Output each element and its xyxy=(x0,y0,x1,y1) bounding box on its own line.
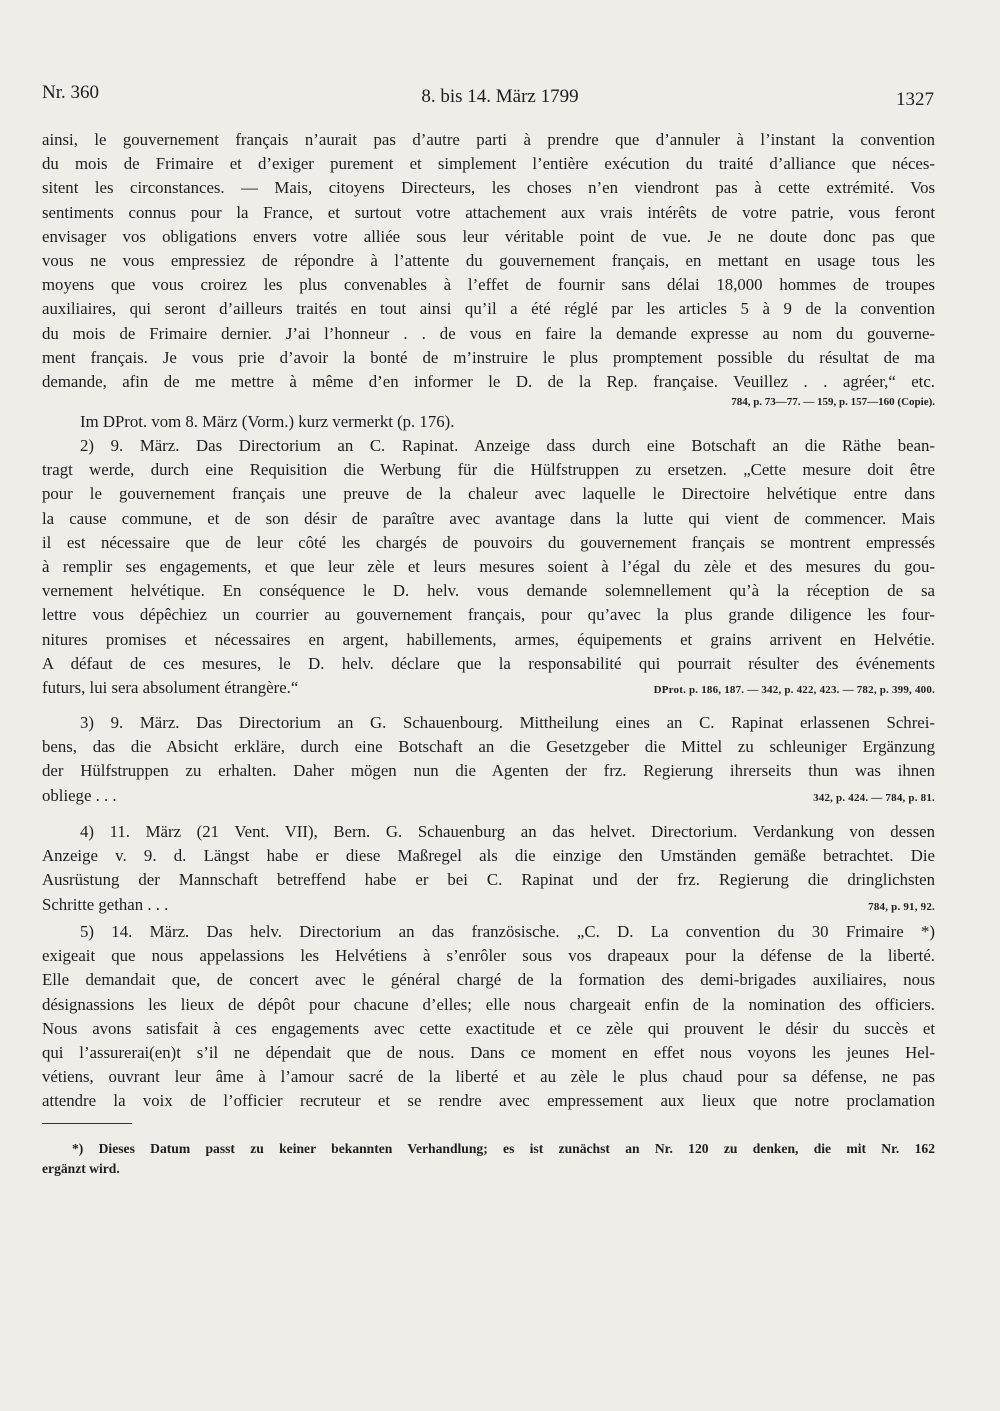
last-line-text: futurs, lui sera absolument étrangère.“ xyxy=(42,677,299,697)
text-line: moyens que vous croirez les plus convenables à l’effet de fournir sans délai 18,000 hommes de troupes xyxy=(42,275,935,295)
paragraph-2 xyxy=(42,434,935,700)
date-heading: 8. bis 14. März 1799 xyxy=(421,86,579,107)
text-line: tragt werde, durch eine Requisition die Werbung für die Hülfstruppen zu ersetzen. „Cette mesure doit être xyxy=(42,460,935,480)
text-line: 3) 9. März. Das Directorium an G. Schauenbourg. Mittheilung eines an C. Rapinat erlassenen Schrei- xyxy=(80,713,935,732)
source-citation: 342, p. 424. — 784, p. 81. xyxy=(813,791,935,804)
paragraph-5 xyxy=(42,920,935,1114)
footnote-line: *) Dieses Datum passt zu keiner bekannten Verhandlung; es ist zunächst an Nr. 120 zu denken, die mit Nr. 162 xyxy=(72,1141,935,1156)
footnote xyxy=(42,1139,935,1179)
source-citation: 784, p. 91, 92. xyxy=(868,900,935,913)
text-line: der Hülfstruppen zu erhalten. Daher mögen nun die Agenten der frz. Regierung ihrerseits thun was ihnen xyxy=(42,761,935,781)
text-line: il est nécessaire que de leur côté les chargés de pouvoirs du gouvernement français se montrent empressés xyxy=(42,532,935,552)
text-line xyxy=(42,676,935,700)
paragraph-4 xyxy=(42,820,935,917)
text-line: vétiens, ouvrant leur âme à l’amour sacré de la liberté et au zèle le plus chaud pour sa défense, ne pas xyxy=(42,1067,935,1087)
footnote-line: ergänzt wird. xyxy=(42,1161,120,1176)
text-line: attendre la voix de l’officier recruteur et se rendre avec empressement aux lieux que notre proclamation xyxy=(42,1091,935,1111)
last-line-text: Schritte gethan . . . xyxy=(42,894,169,914)
text-line: Ausrüstung der Mannschaft betreffend habe er bei C. Rapinat und der frz. Regierung die dringlichsten xyxy=(42,870,935,890)
text-line: à remplir ses engagements, et que leur zèle et leurs mesures soient à l’égal du zèle et des mesures du gou- xyxy=(42,556,935,576)
page-number: 1327 xyxy=(896,89,934,110)
text-line: Nous avons satisfait à ces engagements avec cette exactitude et ce zèle qui prouvent le désir du succès et xyxy=(42,1018,935,1038)
text-line: auxiliaires, qui seront d’ailleurs traités en tout ainsi qu’il a été réglé par les articles 5 à 9 de la convention xyxy=(42,299,935,319)
text-line: vous ne vous empressiez de répondre à l’attente du gouvernement français, en mettant en usage tous les xyxy=(42,250,935,270)
text-line: demande, afin de me mettre à même d’en informer le D. de la Rep. française. Veuillez . . agréer,“ etc. xyxy=(42,371,935,391)
text-line: ment français. Je vous prie d’avoir la bonté de m’instruire le plus promptement possible du résultat de ma xyxy=(42,347,935,367)
text-line: la cause commune, et de son désir de paraître avec avantage dans la lutte qui vient de commencer. Mais xyxy=(42,508,935,528)
text-line: sitent les circonstances. — Mais, citoyens Directeurs, les choses n’en viendront pas à cette extrémité. Vos xyxy=(42,178,935,198)
text-line: qui l’assurerai(en)t s’il ne dépendait que de nous. Dans ce moment en effet nous voyons les jeunes Hel- xyxy=(42,1042,935,1062)
text-line xyxy=(42,784,935,808)
text-line: lettre vous dépêchiez un courrier au gouvernement français, pour qu’avec la plus grande diligence les four- xyxy=(42,605,935,625)
protocol-note: Im DProt. vom 8. März (Vorm.) kurz vermerkt (p. 176). xyxy=(80,412,455,432)
text-line: Anzeige v. 9. d. Längst habe er diese Maßregel als die einzige den Umständen gemäße betrachtet. Die xyxy=(42,846,935,866)
source-citation: DProt. p. 186, 187. — 342, p. 422, 423. — 782, p. 399, 400. xyxy=(653,683,935,696)
text-line xyxy=(42,893,935,917)
source-citation: 784, p. 73—77. — 159, p. 157—160 (Copie). xyxy=(731,396,935,409)
text-line: exigeait que nous appelassions les Helvétiens à s’enrôler sous vos drapeaux pour la défense de la liberté. xyxy=(42,946,935,966)
text-line: nitures promises et nécessaires en argent, habillements, armes, équipements et grains arrivent en Helvétie. xyxy=(42,629,935,649)
footnote-divider xyxy=(42,1123,132,1124)
text-line: pour le gouvernement français une preuve de la chaleur avec laquelle le Directoire helvétique entre dans xyxy=(42,484,935,504)
text-line: désignassions les lieux de dépôt pour chacune d’elles; elle nous chargeait enfin de la nomination des officiers. xyxy=(42,994,935,1014)
paragraph-3 xyxy=(42,711,935,808)
text-line: 5) 14. März. Das helv. Directorium an das französische. „C. D. La convention du 30 Frimaire *) xyxy=(80,922,935,941)
paragraph-1 xyxy=(42,128,935,434)
text-line: envisager vos obligations envers votre alliée sous leur véritable point de vue. Je ne doute donc pas que xyxy=(42,226,935,246)
text-line: vernement helvétique. En conséquence le D. helv. vous demande solemnellement qu’à la réception de sa xyxy=(42,581,935,601)
text-line: sentiments connus pour la France, et surtout votre attachement aux vrais intérêts de votre patrie, vous feront xyxy=(42,202,935,222)
last-line-text: obliege . . . xyxy=(42,785,117,805)
text-line: Elle demandait que, de concert avec le général chargé de la formation des demi-brigades auxiliaires, nous xyxy=(42,970,935,990)
text-line: du mois de Frimaire dernier. J’ai l’honneur . . de vous en faire la demande expresse au nom du gouverne- xyxy=(42,323,935,343)
text-line: bens, das die Absicht erkläre, durch eine Botschaft an die Gesetzgeber die Mittel zu schleuniger Ergänzung xyxy=(42,737,935,757)
text-line: 4) 11. März (21 Vent. VII), Bern. G. Schauenburg an das helvet. Directorium. Verdankung von dessen xyxy=(80,822,935,841)
text-line: ainsi, le gouvernement français n’aurait pas d’autre parti à prendre que d’annuler à l’instant la convention xyxy=(42,130,935,149)
document-number: Nr. 360 xyxy=(42,82,99,103)
text-line: 2) 9. März. Das Directorium an C. Rapinat. Anzeige dass durch eine Botschaft an die Räthe bean- xyxy=(80,436,935,455)
text-line: A défaut de ces mesures, le D. helv. déclare que la responsabilité qui pourrait résulter des événements xyxy=(42,653,935,673)
text-line: du mois de Frimaire et d’exiger purement et simplement l’entière exécution du traité d’alliance que néces- xyxy=(42,154,935,174)
